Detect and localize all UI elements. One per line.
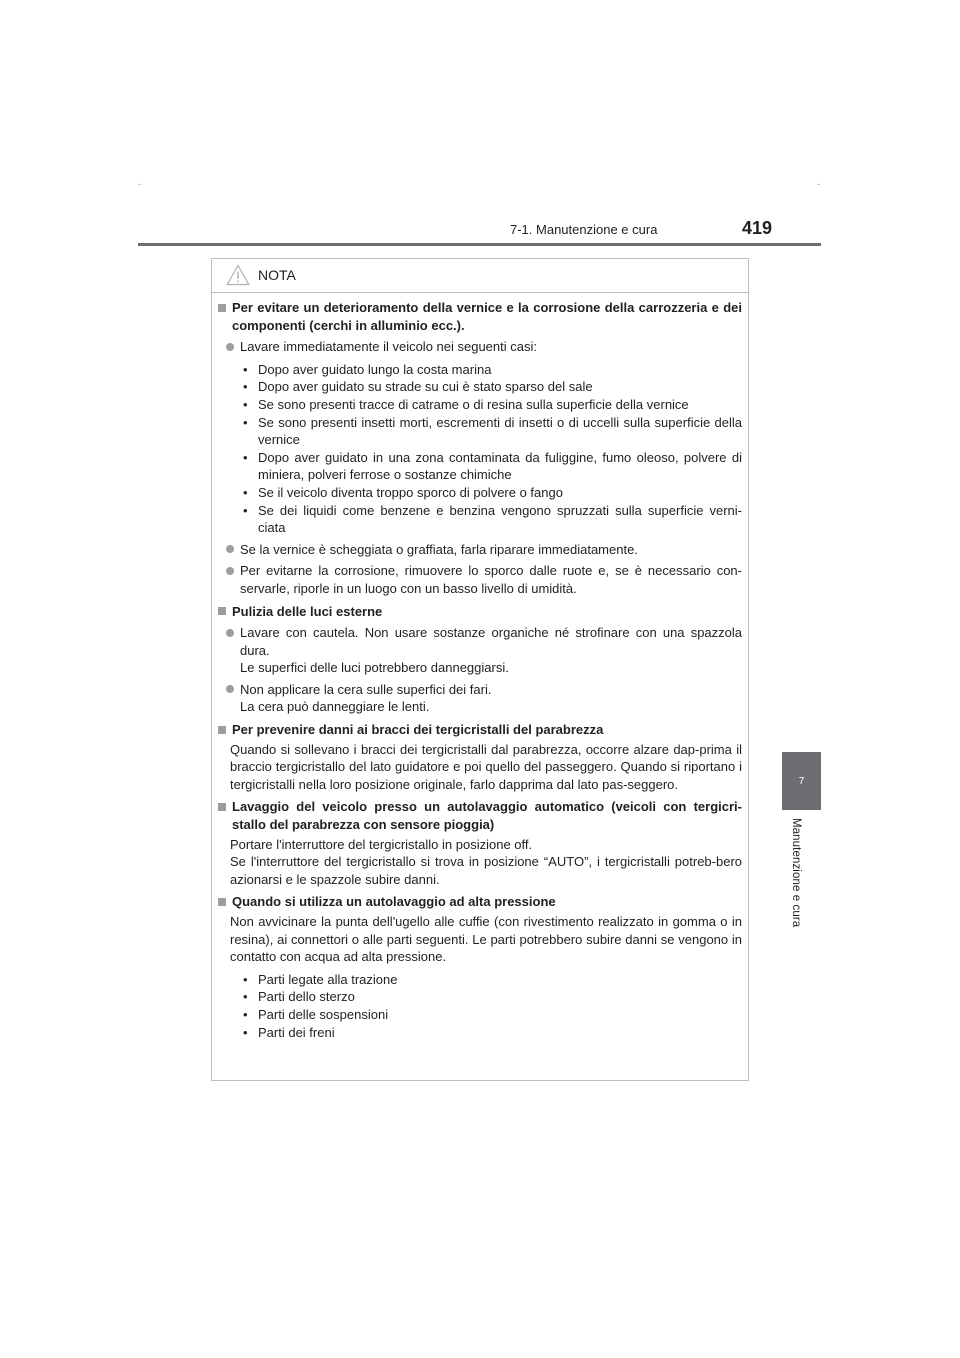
bullet-item: • Se sono presenti insetti morti, escrementi di insetti o di uccelli sulla superficie della vernice bbox=[243, 414, 742, 448]
page-number: 419 bbox=[742, 218, 773, 238]
square-bullet-icon bbox=[218, 726, 226, 734]
bullet-item: • Parti legate alla trazione bbox=[240, 971, 742, 989]
note-label: NOTA bbox=[258, 267, 296, 283]
bullet-text: Parti dei freni bbox=[258, 1024, 335, 1040]
section-heading bbox=[217, 798, 742, 833]
section-title: Lavaggio del veicolo presso un autolavaggio automatico (veicoli con tergicri-stallo del parabrezza con sensore pioggia) bbox=[232, 799, 742, 833]
bullet-item: • Dopo aver guidato lungo la costa marina bbox=[240, 361, 742, 379]
square-bullet-icon bbox=[218, 607, 226, 615]
section-title: Per prevenire danni ai bracci dei tergicristalli del parabrezza bbox=[232, 722, 604, 738]
list-item-text: Lavare immediatamente il veicolo nei seguenti casi: bbox=[240, 339, 537, 355]
bullet-text: Se dei liquidi come benzene e benzina vengono spruzzati sulla superficie verni-ciata bbox=[258, 502, 742, 536]
bullet-item: • Dopo aver guidato in una zona contaminata da fuliggine, fumo oleoso, polvere di miniera, polveri ferrose o sostanze chimiche bbox=[243, 449, 742, 483]
circle-bullet-icon bbox=[226, 567, 234, 575]
list-item-text: Non applicare la cera sulle superfici dei fari. La cera può danneggiare le lenti. bbox=[240, 681, 492, 715]
bullet-text: Se sono presenti insetti morti, escrementi di insetti o di uccelli sulla superficie della vernice bbox=[258, 414, 742, 448]
bullet-item: • Parti dello sterzo bbox=[240, 988, 742, 1006]
list-item-text: Se la vernice è scheggiata o graffiata, farla riparare immediatamente. bbox=[240, 541, 638, 557]
note-divider bbox=[212, 292, 748, 293]
bullet-text: Parti delle sospensioni bbox=[258, 1006, 389, 1022]
bullet-text: Dopo aver guidato lungo la costa marina bbox=[258, 361, 492, 377]
bullet-item: • Se il veicolo diventa troppo sporco di polvere o fango bbox=[240, 484, 742, 502]
chapter-label: Manutenzione e cura bbox=[790, 818, 802, 928]
note-box bbox=[211, 258, 749, 1081]
bullet-item: • Dopo aver guidato su strade su cui è stato sparso del sale bbox=[240, 378, 742, 396]
chapter-number: 7 bbox=[798, 776, 805, 787]
list-item-text: Per evitarne la corrosione, rimuovere lo sporco dalle ruote e, se è necessario con-servarle, riporle in un luogo con un basso livello di umidità. bbox=[240, 563, 742, 596]
bullet-text: Se sono presenti tracce di catrame o di resina sulla superficie della vernice bbox=[258, 396, 689, 412]
section-heading bbox=[217, 893, 742, 911]
bullet-item: • Se dei liquidi come benzene e benzina vengono spruzzati sulla superficie verni-ciata bbox=[243, 502, 742, 536]
square-bullet-icon bbox=[218, 304, 226, 312]
bullet-item: • Parti dei freni bbox=[240, 1024, 742, 1042]
section-heading bbox=[217, 721, 742, 739]
list-item bbox=[226, 338, 742, 356]
section-title: Per evitare un deterioramento della vernice e la corrosione della carrozzeria e dei componenti (cerchi in alluminio ecc.). bbox=[232, 300, 742, 333]
section-title: Pulizia delle luci esterne bbox=[232, 603, 383, 619]
list-item-text: Lavare con cautela. Non usare sostanze organiche né strofinare con una spazzola dura. Le superfici delle luci potrebbero danneggiarsi. bbox=[240, 625, 742, 676]
bullet-text: Se il veicolo diventa troppo sporco di polvere o fango bbox=[258, 484, 563, 500]
crop-mark-left: - bbox=[138, 179, 141, 189]
paragraph: Quando si sollevano i bracci dei tergicristalli dal parabrezza, occorre alzare dap-prima il braccio tergicristallo del lato guidatore e poi quello del passeggero. Quando si riportano i tergicristalli nella loro posizione originale, farlo dapprima dal lato pas-seggero. bbox=[230, 741, 742, 792]
square-bullet-icon bbox=[218, 803, 226, 811]
circle-bullet-icon bbox=[226, 343, 234, 351]
circle-bullet-icon bbox=[226, 629, 234, 637]
section-heading bbox=[217, 603, 742, 621]
list-item bbox=[226, 681, 742, 716]
bullet-text: Dopo aver guidato in una zona contaminata da fuliggine, fumo oleoso, polvere di miniera, polveri ferrose o sostanze chimiche bbox=[258, 449, 742, 483]
note-content bbox=[217, 299, 742, 1041]
header-rule bbox=[138, 243, 821, 246]
bullet-item: • Parti delle sospensioni bbox=[240, 1006, 742, 1024]
list-item bbox=[226, 541, 742, 559]
list-item bbox=[226, 562, 742, 597]
bullet-text: Parti dello sterzo bbox=[258, 989, 355, 1005]
chapter-tab bbox=[782, 752, 821, 810]
list-item bbox=[226, 624, 742, 677]
paragraph: Portare l'interruttore del tergicristallo in posizione off. Se l'interruttore del tergicristallo si trova in posizione “AUTO”, i tergicristalli potreb-bero azionarsi e le spazzole subire danni. bbox=[230, 836, 742, 887]
square-bullet-icon bbox=[218, 898, 226, 906]
crop-mark-right: - bbox=[817, 179, 820, 189]
circle-bullet-icon bbox=[226, 545, 234, 553]
section-title: Quando si utilizza un autolavaggio ad alta pressione bbox=[232, 894, 556, 910]
circle-bullet-icon bbox=[226, 685, 234, 693]
bullet-item: • Se sono presenti tracce di catrame o di resina sulla superficie della vernice bbox=[240, 396, 742, 414]
bullet-text: Parti legate alla trazione bbox=[258, 971, 398, 987]
bullet-text: Dopo aver guidato su strade su cui è stato sparso del sale bbox=[258, 379, 593, 395]
section-heading bbox=[217, 299, 742, 334]
section-title: 7-1. Manutenzione e cura bbox=[510, 222, 658, 237]
paragraph: Non avvicinare la punta dell'ugello alle cuffie (con rivestimento realizzato in gomma o in resina), ai connettori o alle parti seguenti. Le parti potrebbero subire danni se vengono in contatto con acqua ad alta pressione. bbox=[230, 914, 742, 965]
note-header bbox=[226, 263, 296, 287]
warning-triangle-icon bbox=[226, 264, 250, 286]
